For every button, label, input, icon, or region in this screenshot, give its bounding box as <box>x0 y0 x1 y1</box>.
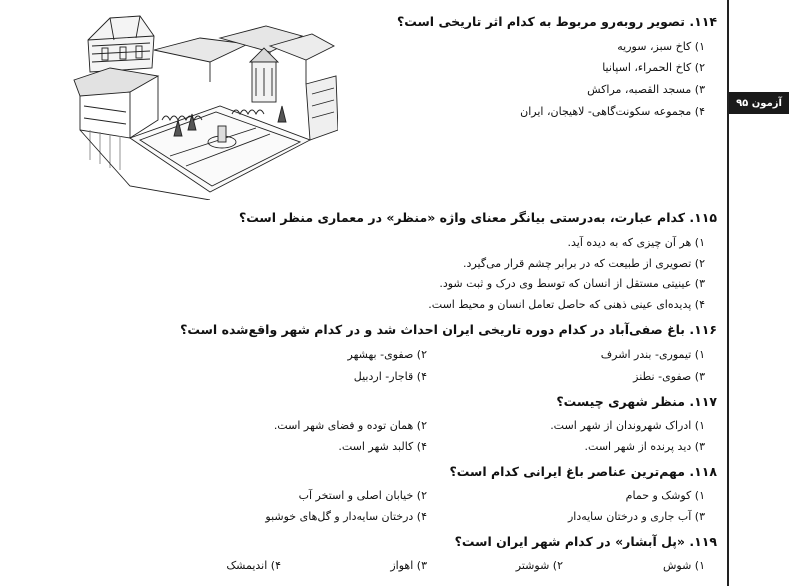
palace-courtyard-illustration <box>70 10 338 200</box>
margin-rule <box>727 0 729 586</box>
question-114-option-3[interactable]: ۳) مسجد القصبه، مراکش <box>587 83 705 96</box>
question-117-option-2[interactable]: ۲) همان توده و فضای شهر است. <box>273 419 427 432</box>
question-115-title: ۱۱۵. کدام عبارت، به‌درستی بیانگر معنای واژه «منظر» در معماری منظر است؟ <box>238 210 717 225</box>
question-116-option-4[interactable]: ۴) قاجار- اردبیل <box>353 370 427 383</box>
question-117-option-3[interactable]: ۳) دید پرنده از شهر است. <box>584 440 705 453</box>
question-117-title: ۱۱۷. منظر شهری چیست؟ <box>556 394 717 409</box>
question-114-option-2[interactable]: ۲) کاخ الحمراء، اسپانیا <box>602 61 705 74</box>
question-116-option-2[interactable]: ۲) صفوی- بهشهر <box>347 348 427 361</box>
question-116-title: ۱۱۶. باغ صفی‌آباد در کدام دوره تاریخی ایران احداث شد و در کدام شهر واقع‌شده است؟ <box>180 322 717 337</box>
question-119-option-3[interactable]: ۳) اهواز <box>390 559 427 572</box>
question-118-option-4[interactable]: ۴) درختان سایه‌دار و گل‌های خوشبو <box>265 510 427 523</box>
question-116-option-1[interactable]: ۱) تیموری- بندر اشرف <box>600 348 705 361</box>
question-119-title: ۱۱۹. «پل آبشار» در کدام شهر ایران است؟ <box>454 534 717 549</box>
question-115-option-1[interactable]: ۱) هر آن چیزی که به دیده آید. <box>567 236 705 249</box>
question-114-option-4[interactable]: ۴) مجموعه سکونت‌گاهی- لاهیجان، ایران <box>520 105 705 118</box>
question-116-option-3[interactable]: ۳) صفوی- نطنز <box>633 370 705 383</box>
question-114-title: ۱۱۴. تصویر روبه‌رو مربوط به کدام اثر تاریخی است؟ <box>397 14 717 29</box>
question-115-option-4[interactable]: ۴) پدیده‌ای عینی ذهنی که حاصل تعامل انسان و محیط است. <box>428 298 705 311</box>
question-117-option-4[interactable]: ۴) کالبد شهر است. <box>338 440 427 453</box>
question-118-option-3[interactable]: ۳) آب جاری و درختان سایه‌دار <box>567 510 705 523</box>
question-119-option-1[interactable]: ۱) شوش <box>662 559 705 572</box>
question-117-option-1[interactable]: ۱) ادراک شهروندان از شهر است. <box>550 419 705 432</box>
question-118-title: ۱۱۸. مهم‌ترین عناصر باغ ایرانی کدام است؟ <box>449 464 717 479</box>
question-115-option-3[interactable]: ۳) عینیتی مستقل از انسان که توسط وی درک و ثبت شود. <box>439 277 705 290</box>
question-119-option-2[interactable]: ۲) شوشتر <box>515 559 563 572</box>
question-115-option-2[interactable]: ۲) تصویری از طبیعت که در برابر چشم قرار می‌گیرد. <box>463 257 705 270</box>
question-118-option-2[interactable]: ۲) خیابان اصلی و استخر آب <box>298 489 427 502</box>
question-119-option-4[interactable]: ۴) اندیمشک <box>226 559 281 572</box>
question-114-option-1[interactable]: ۱) کاخ سبز، سوریه <box>617 40 705 53</box>
exam-side-tab: آزمون ۹۵ <box>729 92 789 114</box>
question-118-option-1[interactable]: ۱) کوشک و حمام <box>625 489 705 502</box>
